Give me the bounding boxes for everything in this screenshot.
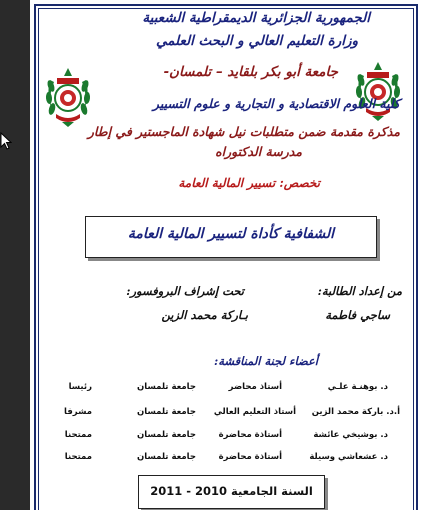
- academic-year: السنة الجامعية 2010 - 2011: [150, 484, 313, 498]
- member-name: د. بوهنـة علـي: [327, 382, 388, 392]
- supervisor-name: بـاركة محمد الزين: [161, 308, 248, 322]
- specialty-value: تسيير المالية العامة: [178, 176, 276, 190]
- republic-heading: الجمهورية الجزائرية الديمقراطية الشعبية: [142, 10, 370, 26]
- university-emblem-right-icon: [352, 60, 404, 122]
- specialty-line: [178, 176, 320, 190]
- member-rank: أستاذة محاضرة: [218, 430, 282, 440]
- member-rank: أستاذة محاضرة: [218, 452, 282, 462]
- document-page: [30, 0, 430, 510]
- thesis-title-box: [85, 216, 377, 258]
- member-role: ممتحنا: [64, 430, 92, 440]
- member-name: د. بوشيخي عائشة: [313, 430, 388, 440]
- member-rank: أستاذ التعليم العالي: [213, 407, 296, 417]
- memo-line-1: مذكرة مقدمة ضمن متطلبات نيل شهادة الماجستير في إطار: [87, 124, 400, 139]
- memo-line-2: مدرسة الدكتوراه: [215, 144, 302, 159]
- member-institution: جامعة تلمسان: [137, 430, 196, 440]
- member-role: رئيسا: [68, 382, 92, 392]
- academic-year-box: [138, 475, 325, 509]
- member-institution: جامعة تلمسان: [137, 407, 196, 417]
- student-name: ساجي فاطمة: [325, 308, 390, 322]
- member-rank: أستاذ محاضر: [228, 382, 282, 392]
- member-role: مشرفا: [64, 407, 92, 417]
- faculty-heading: كلية العلوم الاقتصادية و التجارية و علوم التسيير: [152, 96, 400, 111]
- student-label: من إعداد الطالبة:: [317, 284, 402, 298]
- committee-heading: أعضاء لجنة المناقشة:: [214, 354, 318, 368]
- ministry-heading: وزارة التعليم العالي و البحث العلمي: [155, 33, 358, 49]
- member-role: ممتحنا: [64, 452, 92, 462]
- thesis-title: الشفافية كأداة لتسيير المالية العامة: [127, 226, 335, 242]
- member-institution: جامعة تلمسان: [137, 382, 196, 392]
- university-emblem-left-icon: [42, 66, 94, 128]
- university-heading: جامعة أبو بكر بلقايد – تلمسان-: [163, 64, 338, 80]
- supervisor-label: تحت إشراف البروفسور:: [126, 284, 244, 298]
- member-institution: جامعة تلمسان: [137, 452, 196, 462]
- mouse-cursor-icon: [0, 132, 12, 150]
- member-name: أ.د. باركة محمد الزين: [311, 407, 400, 417]
- specialty-label: تخصص:: [279, 176, 320, 190]
- member-name: د. عشعاشي وسيلة: [309, 452, 388, 462]
